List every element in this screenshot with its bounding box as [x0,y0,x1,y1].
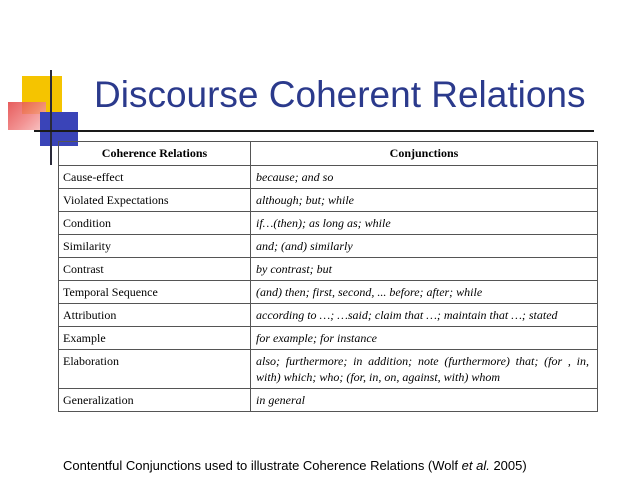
table-row [59,235,598,258]
conjunctions-cell: if…(then); as long as; while [251,212,598,235]
table-row [59,281,598,304]
conjunctions-cell: and; (and) similarly [251,235,598,258]
table-caption [63,458,527,473]
conjunctions-cell: (and) then; first, second, ... before; after; while [251,281,598,304]
coherence-relations-table [58,141,598,412]
table-row [59,212,598,235]
conjunctions-cell: also; furthermore; in addition; note (furthermore) that; (for , in, with) which; who; (for, in, on, against, with) whom [251,350,598,389]
column-header-conjunctions: Conjunctions [251,142,598,166]
conjunctions-cell: according to …; …said; claim that …; maintain that …; stated [251,304,598,327]
relation-cell: Attribution [59,304,251,327]
table-row [59,389,598,412]
table-row [59,350,598,389]
conjunctions-cell: for example; for instance [251,327,598,350]
relation-cell: Example [59,327,251,350]
caption-italic-text: et al. [461,458,490,473]
table-header-row [59,142,598,166]
relation-cell: Violated Expectations [59,189,251,212]
relation-cell: Generalization [59,389,251,412]
relation-cell: Contrast [59,258,251,281]
decorative-vertical-line [50,70,52,165]
caption-year: 2005) [489,458,527,473]
conjunctions-cell: by contrast; but [251,258,598,281]
relation-cell: Elaboration [59,350,251,389]
table-row [59,189,598,212]
conjunctions-cell: in general [251,389,598,412]
relation-cell: Cause-effect [59,166,251,189]
table-row [59,304,598,327]
relation-cell: Condition [59,212,251,235]
caption-text: Contentful Conjunctions used to illustrate Coherence Relations (Wolf [63,458,462,473]
table-row [59,327,598,350]
slide-title: Discourse Coherent Relations [94,74,586,115]
column-header-relations: Coherence Relations [59,142,251,166]
title-underline [34,130,594,132]
relation-cell: Similarity [59,235,251,258]
table-row [59,166,598,189]
conjunctions-cell: although; but; while [251,189,598,212]
relation-cell: Temporal Sequence [59,281,251,304]
conjunctions-cell: because; and so [251,166,598,189]
table-row [59,258,598,281]
